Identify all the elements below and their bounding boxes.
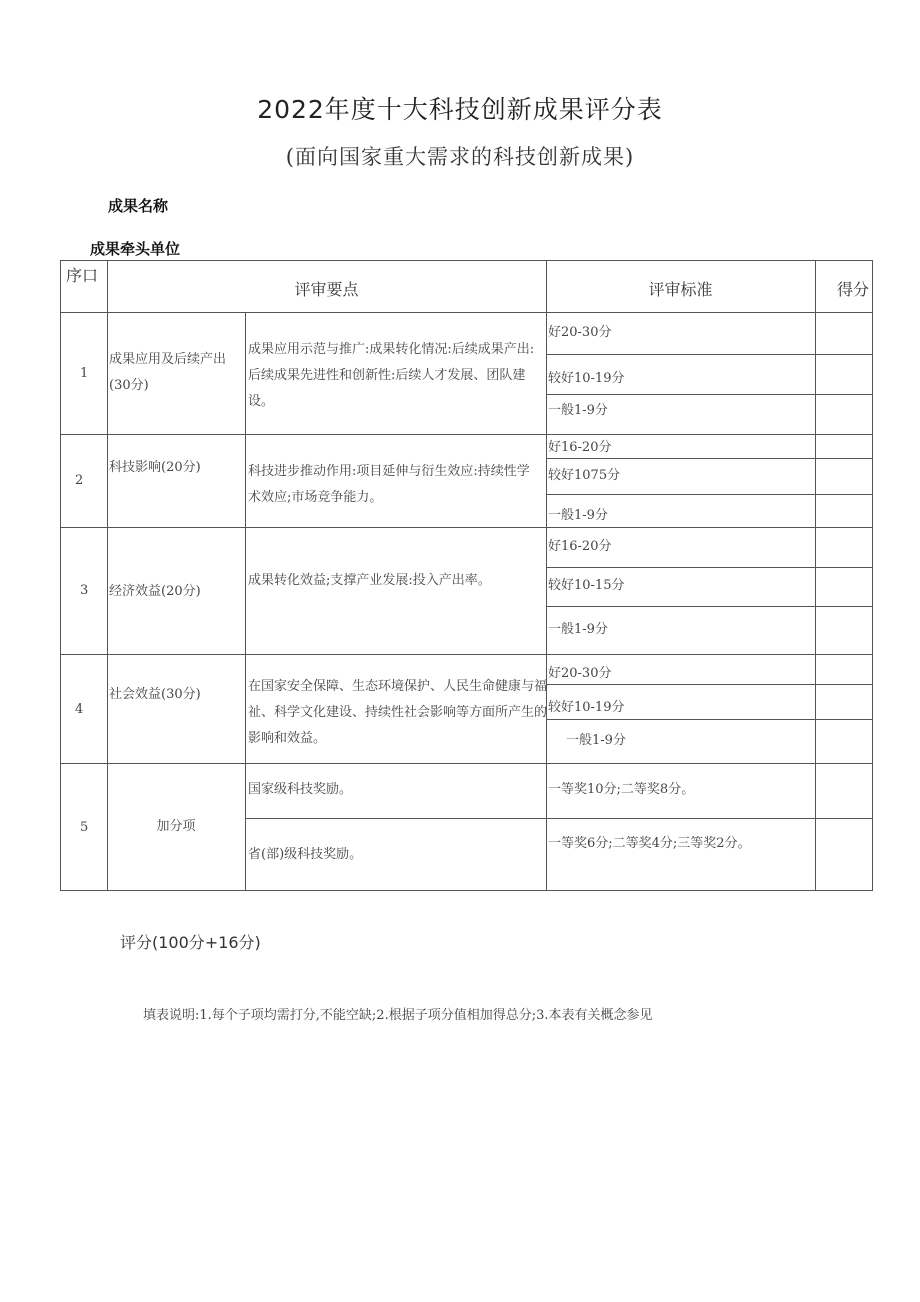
row-1-standard-average: 一般1-9分 — [548, 403, 608, 418]
row-1-standard-good: 好20-30分 — [548, 325, 612, 340]
total-score-label: 评分(100分+16分) — [120, 933, 261, 952]
row-4-item: 社会效益(30分) — [109, 687, 201, 702]
row-4-points: 在国家安全保障、生态环境保护、人民生命健康与福祉、科学文化建设、持续性社会影响等方面所产生的影响和效益。 — [248, 679, 548, 746]
row-1-standard-fair: 较好10-19分 — [548, 371, 625, 386]
header-standard: 评审标准 — [648, 280, 713, 299]
row-5-provincial-standard: 一等奖6分;二等奖4分;三等奖2分。 — [548, 836, 751, 851]
header-seq: 序口 — [66, 266, 99, 285]
row-5-national-standard: 一等奖10分;二等奖8分。 — [548, 782, 695, 797]
page-title: 2022年度十大科技创新成果评分表 — [257, 95, 663, 124]
row-4-standard-good: 好20-30分 — [548, 666, 612, 681]
row-3-standard-good: 好16-20分 — [548, 539, 612, 554]
instructions-note: 填表说明:1.每个子项均需打分,不能空缺;2.根据子项分值相加得总分;3.本表有关概念参见 — [143, 1008, 653, 1023]
header-score: 得分 — [837, 280, 870, 299]
row-3-standard-fair: 较好10-15分 — [548, 578, 625, 593]
row-2-seq: 2 — [75, 473, 84, 488]
header-points: 评审要点 — [294, 280, 359, 299]
page-subtitle: (面向国家重大需求的科技创新成果) — [285, 145, 635, 169]
row-5-provincial-points: 省(部)级科技奖励。 — [248, 847, 363, 862]
row-5-seq: 5 — [80, 820, 89, 835]
row-2-points: 科技进步推动作用:项目延伸与衍生效应:持续性学术效应;市场竞争能力。 — [248, 464, 530, 505]
row-3-seq: 3 — [80, 583, 89, 598]
row-2-standard-good: 好16-20分 — [548, 440, 612, 455]
row-1-seq: 1 — [80, 366, 89, 381]
row-5-item: 加分项 — [156, 819, 196, 834]
row-2-item: 科技影响(20分) — [109, 460, 201, 475]
row-3-item: 经济效益(20分) — [109, 584, 201, 599]
row-4-seq: 4 — [75, 702, 84, 717]
lead-unit-label: 成果牵头单位 — [90, 240, 181, 258]
row-2-standard-fair: 较好1075分 — [548, 468, 621, 483]
row-1-points: 成果应用示范与推广:成果转化情况:后续成果产出:后续成果先进性和创新性:后续人才发展、团队建设。 — [248, 342, 535, 409]
row-4-standard-fair: 较好10-19分 — [548, 700, 625, 715]
achievement-name-label: 成果名称 — [108, 197, 169, 215]
row-5-national-points: 国家级科技奖励。 — [248, 782, 353, 797]
row-3-points: 成果转化效益;支撑产业发展:投入产出率。 — [248, 573, 491, 588]
row-1-item: 成果应用及后续产出(30分) — [109, 352, 227, 393]
row-3-standard-average: 一般1-9分 — [548, 622, 608, 637]
row-2-standard-average: 一般1-9分 — [548, 508, 608, 523]
row-4-standard-average: 一般1-9分 — [566, 733, 626, 748]
